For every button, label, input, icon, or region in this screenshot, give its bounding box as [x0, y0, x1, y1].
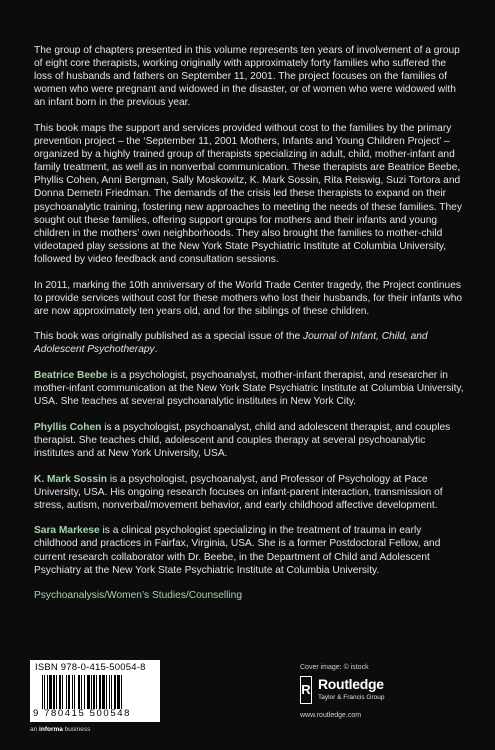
- author-name: K. Mark Sossin: [34, 473, 108, 485]
- author-bio-text: is a psychologist, psychoanalyst, child and adolescent therapist, and couples therapist. She teaches child, adolescent and couples therapy at several psychoanalytic institutes and at New York University, USA.: [34, 421, 451, 459]
- author-bio-text: is a psychologist, psychoanalyst, mother-infant therapist, and researcher in mother-infant communication at the New York State Psychiatric Institute at Columbia University, USA. She teaches at several psychoanalytic institutes in New York City.: [34, 369, 464, 408]
- author-name: Phyllis Cohen: [34, 421, 102, 433]
- informa-prefix: an: [30, 726, 40, 733]
- isbn-barcode: [30, 660, 160, 722]
- journal-title: Journal of Infant, Child, and Adolescent Psychotherapy: [34, 331, 428, 356]
- paragraph-1: The group of chapters presented in this volume represents ten years of involvement of a group of eight core therapists, working originally with approximately forty families who suffered the loss of husbands and fathers on September 11, 2001. The project focuses on the families of women who were pregnant and widowed in the disaster, or of women who were widowed with an infant born in the previous year.: [34, 45, 460, 109]
- paragraph-3: In 2011, marking the 10th anniversary of the World Trade Center tragedy, the Project continues to provide services without cost for these mothers who lost their husbands, for their infants who are now approximately ten years old, and for the siblings of these children.: [34, 279, 463, 317]
- author-name: Sara Markese: [34, 525, 100, 537]
- paragraph-2: This book maps the support and services provided without cost to the families by the primary prevention project – the ‘September 11, 2001 Mothers, Infants and Young Children Project’ – organized by a highly trained group of therapists specializing in adult, child, mother-infant and family treatment, as well as in nonverbal communication. These therapists are Beatrice Beebe, Phyllis Cohen, Anni Bergman, Sally Moskowitz, K. Mark Sossin, Rita Reiswig, Suzi Tortora and Donna Demetri Friedman. The demands of the crisis led these therapists to expand on their psychoanalytic training, fostering new approaches to meeting the needs of these families. They sought out these families, offering support groups for mothers and their infants and young children in the mothers’ own neighborhoods. They also brought the families to mother-child videotaped play sessions at the New York State Psychiatric Institute at Columbia University, followed by video feedback and consultation sessions.: [34, 122, 462, 265]
- barcode-digits: 9 780415 500548: [33, 708, 131, 719]
- blurb: [34, 44, 464, 602]
- author-bio: [34, 421, 464, 460]
- author-bio-text: is a clinical psychologist specializing in the treatment of trauma in early childhood and practices in Fairfax, Virginia, USA. She is a former Postdoctoral Fellow, and current research collaborator with Dr. Beebe, in the Department of Child and Adolescent Psychiatry at the New York State Psychiatric Institute at Columbia University.: [34, 525, 441, 576]
- publisher-url: www.routledge.com: [300, 712, 362, 719]
- author-bio: [34, 473, 464, 512]
- cover-credit: Cover image: © istock: [300, 664, 369, 671]
- paragraph-4-suffix: .: [154, 344, 158, 356]
- publisher-name: Routledge: [318, 676, 384, 692]
- author-name: Beatrice Beebe: [34, 369, 108, 381]
- barcode-icon: [42, 675, 154, 709]
- informa-brand: informa: [39, 726, 63, 733]
- informa-suffix: business: [62, 726, 91, 733]
- author-bio-text: is a psychologist, psychoanalyst, and Professor of Psychology at Pace University, USA. His ongoing research focuses on infant-parent interaction, transmission of stress, autism, nonverbal/movement behavior, and early childhood affective development.: [34, 473, 443, 511]
- routledge-logo-icon: R: [300, 676, 312, 704]
- informa-business-note: [30, 726, 90, 733]
- author-bio: [34, 369, 464, 408]
- publisher-group: Taylor & Francis Group: [318, 694, 385, 701]
- paragraph-4-prefix: This book was originally published as a special issue of the: [34, 331, 303, 343]
- subject-category: Psychoanalysis/Women’s Studies/Counselling: [34, 590, 243, 602]
- paragraph-4: [34, 330, 464, 356]
- isbn-label: ISBN 978-0-415-50054-8: [35, 662, 146, 673]
- author-bio: [34, 524, 464, 576]
